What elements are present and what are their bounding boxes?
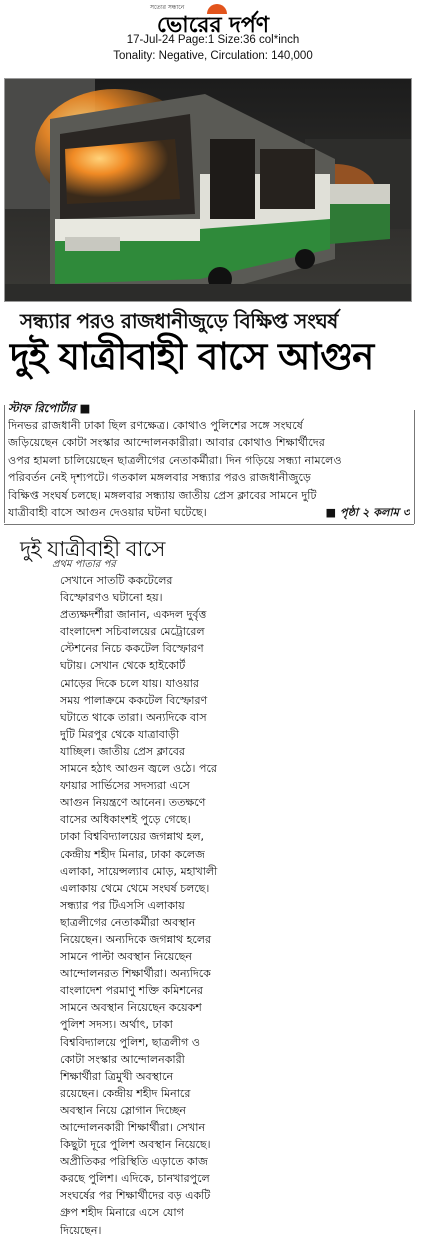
jump-line: প্রত্যক্ষদর্শীরা জানান, একদল দুর্বৃত্ত bbox=[60, 608, 207, 622]
jump-line: বাংলাদেশ সচিবালয়ের মেট্রোরেল bbox=[60, 625, 205, 639]
lead-line: দিনভর রাজধানী ঢাকা ছিল রণক্ষেত্র। কোথাও পুলিশের সঙ্গে সংঘর্ষে bbox=[8, 419, 303, 432]
jump-line: মোড়ের দিকে চলে যায়। যাওয়ার bbox=[60, 676, 199, 690]
burning-bus-photo bbox=[5, 79, 411, 301]
jump-line: শিক্ষার্থীরা ত্রিমুখী অবস্থানে bbox=[60, 1069, 174, 1083]
jump-line: সময় পালাক্রমে ককটেল বিস্ফোরণ bbox=[60, 693, 208, 707]
jump-line: পুলিশ সদস্য। অর্থাৎ, ঢাকা bbox=[60, 1018, 173, 1032]
jump-subtitle: প্রথম পাতার পর bbox=[52, 559, 116, 570]
jump-line: কিছুটা দূরে পুলিশ অবস্থান নিয়েছে। bbox=[60, 1138, 211, 1152]
article-kicker: সন্ধ্যার পরও রাজধানীজুড়ে বিক্ষিপ্ত সংঘর্ষ bbox=[20, 309, 338, 333]
box-rule-bottom bbox=[4, 524, 414, 525]
jump-line: সন্ধ্যার পর টিএসসি এলাকায় bbox=[60, 898, 185, 912]
jump-title: দুই যাত্রীবাহী বাসে bbox=[20, 537, 165, 561]
lead-line: পরিবর্তন নেই দৃশ্যপটে। গতকাল মঙ্গলবার সন্ধ্যার পরও রাজধানীজুড়ে bbox=[8, 471, 311, 485]
jump-line: ফায়ার সার্ভিসের সদস্যরা এসে bbox=[60, 779, 190, 793]
jump-line: বাসের অধিকাংশই পুড়ে গেছে। bbox=[60, 813, 191, 827]
jump-line: অবস্থান নিয়ে স্লোগান দিচ্ছেন bbox=[60, 1103, 186, 1117]
jump-line: সামনে অবস্থান নিয়েছেন কয়েকশ bbox=[60, 1001, 202, 1015]
jump-line: রয়েছেন। কেন্দ্রীয় শহীদ মিনারে bbox=[60, 1086, 191, 1100]
logo-tagline: সত্যের সন্ধানে bbox=[150, 4, 185, 11]
jump-line: আন্দোলনরত শিক্ষার্থীরা। অন্যদিকে bbox=[60, 967, 211, 981]
jump-line: আগুন নিয়ন্ত্রণে আনেন। ততক্ষণে bbox=[60, 796, 206, 810]
jump-line: অপ্রীতিকর পরিস্থিতি এড়াতে কাজ bbox=[60, 1155, 208, 1169]
jump-line: এলাকা, সায়েন্সল্যাব মোড়, মহাখালী bbox=[60, 864, 218, 878]
jump-line: ছাত্রলীগের নেতাকর্মীরা অবস্থান bbox=[60, 915, 196, 929]
jump-line: স্টেশনের নিচে ককটেল বিস্ফোরণ bbox=[60, 642, 204, 656]
clip-meta-line2: Tonality: Negative, Circulation: 140,000 bbox=[113, 50, 313, 62]
newspaper-name: ভোরের দর্পণ bbox=[156, 12, 270, 38]
jump-line: যাচ্ছিল। জাতীয় প্রেস ক্লাবের bbox=[60, 744, 185, 758]
lead-line: ওপর হামলা চালিয়েছেন ছাত্রলীগের নেতাকর্মীরা। দিন গড়িয়ে সন্ধ্যা নামলেও bbox=[8, 453, 342, 467]
jump-line: গ্রুপ শহীদ মিনারে এসে যোগ bbox=[60, 1206, 184, 1220]
jump-line: দিয়েছেন। bbox=[60, 1223, 102, 1237]
lead-line-last bbox=[8, 504, 410, 521]
continued-reference: ■ পৃষ্ঠা ২ কলাম ৩ bbox=[325, 506, 410, 520]
jump-line: ঢাকা বিশ্ববিদ্যালয়ের জগন্নাথ হল, bbox=[60, 830, 205, 844]
lead-line-text: যাত্রীবাহী বাসে আগুন দেওয়ার ঘটনা ঘটেছে। bbox=[8, 506, 207, 520]
jump-line: দুটি মিরপুর থেকে যাত্রাবাড়ী bbox=[60, 727, 180, 741]
byline: স্টাফ রিপোর্টার ■ bbox=[8, 401, 91, 415]
jump-line: ঘটাতে থাকে তারা। অন্যদিকে বাস bbox=[60, 710, 207, 724]
jump-line: আন্দোলনকারী শিক্ষার্থীরা। সেখান bbox=[60, 1121, 206, 1134]
jump-line: বিস্ফোরণও ঘটানো হয়। bbox=[60, 591, 163, 605]
box-rule-right bbox=[414, 410, 415, 524]
lead-paragraph bbox=[8, 417, 410, 521]
lead-line: জড়িয়েছেন কোটা সংস্কার আন্দোলনকারীরা। আবার কোথাও শিক্ষার্থীদের bbox=[8, 436, 325, 450]
jump-line: সেখানে সাতটি ককটেলের bbox=[60, 574, 173, 587]
jump-line: সামনে হঠাৎ আগুন জ্বলে ওঠে। পরে bbox=[60, 762, 217, 776]
jump-line: এলাকায় থেমে থেমে সংঘর্ষ চলছে। bbox=[60, 881, 210, 895]
jump-line: ঘটায়। সেখান থেকে হাইকোর্ট bbox=[60, 659, 186, 673]
lead-line: বিক্ষিপ্ত সংঘর্ষ চলছে। মঙ্গলবার সন্ধ্যায় জাতীয় প্রেস ক্লাবের সামনে দুটি bbox=[8, 488, 317, 502]
jump-line: বাংলাদেশ পরমাণু শক্তি কমিশনের bbox=[60, 984, 203, 998]
jump-line: কেন্দ্রীয় শহীদ মিনার, ঢাকা কলেজ bbox=[60, 847, 205, 861]
masthead bbox=[0, 0, 426, 75]
box-rule-left bbox=[4, 405, 5, 523]
article-headline: দুই যাত্রীবাহী বাসে আগুন bbox=[10, 335, 374, 378]
jump-line: সামনে পাল্টা অবস্থান নিয়েছেন bbox=[60, 950, 192, 964]
jump-column bbox=[60, 572, 260, 1239]
jump-line: কোটা সংস্কার আন্দোলনকারী bbox=[60, 1052, 185, 1066]
jump-line: বিশ্ববিদ্যালয়ে পুলিশ, ছাত্রলীগ ও bbox=[60, 1035, 200, 1049]
news-photo bbox=[4, 78, 412, 302]
newspaper-logo bbox=[110, 2, 316, 36]
clip-meta-line1: 17-Jul-24 Page:1 Size:36 col*inch bbox=[126, 34, 300, 46]
jump-line: করছে পুলিশ। এদিকে, চানখারপুলে bbox=[60, 1172, 210, 1186]
jump-line: নিয়েছেন। অন্যদিকে জগন্নাথ হলের bbox=[60, 932, 212, 946]
jump-line: সংঘর্ষের পর শিক্ষার্থীদের বড় একটি bbox=[60, 1189, 211, 1203]
